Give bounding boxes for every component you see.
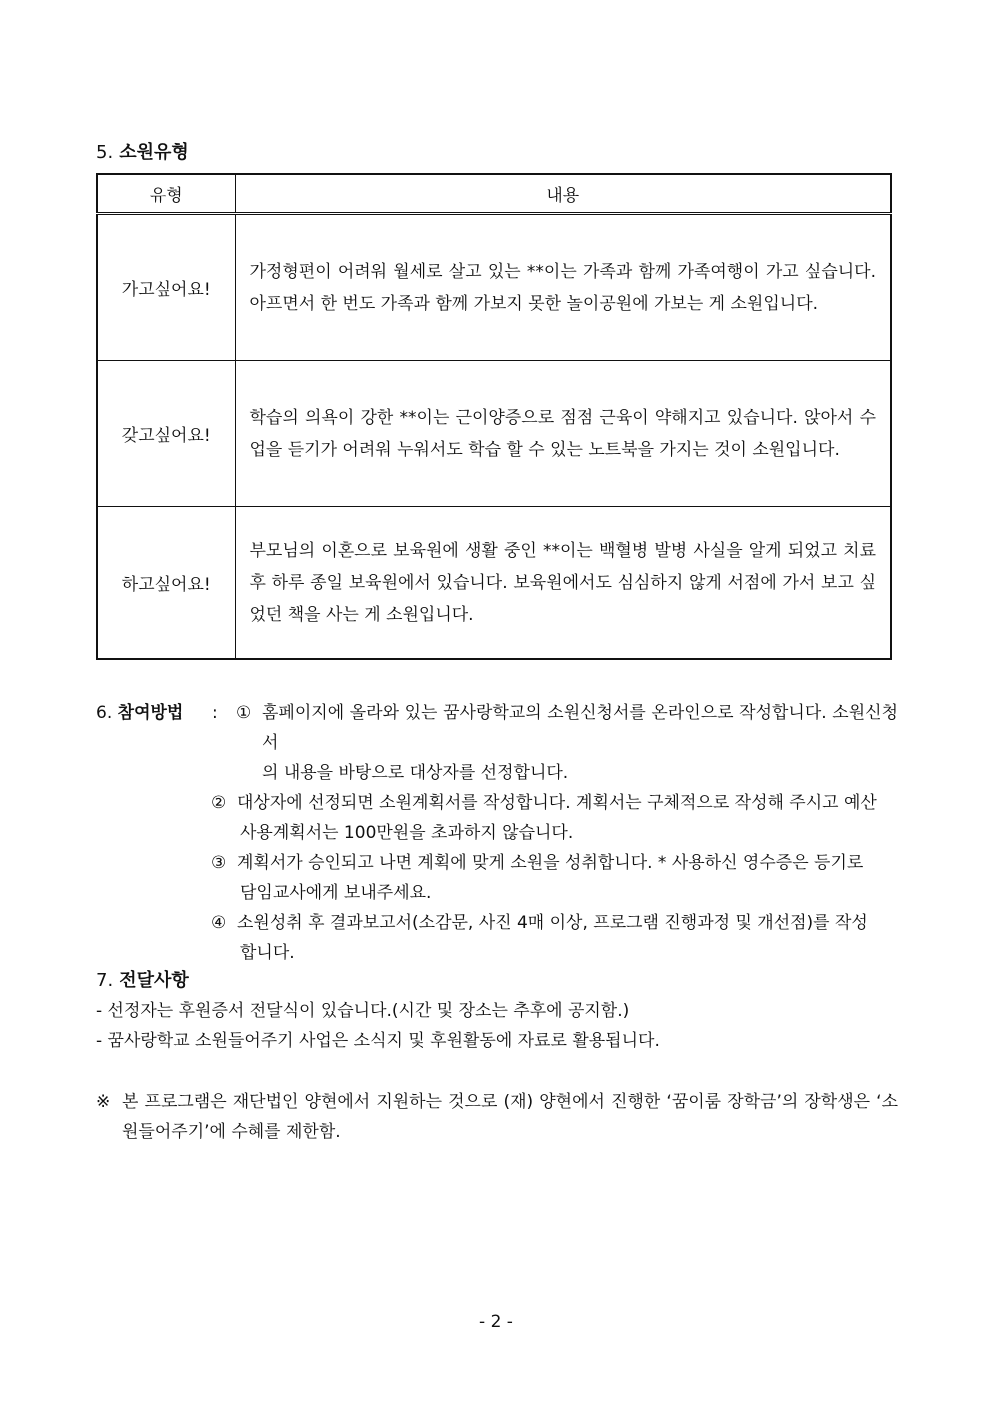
step-text: 홈페이지에 올라와 있는 꿈사랑학교의 소원신청서를 온라인으로 작성합니다. 소원신청서 <box>262 703 898 753</box>
section-7-heading <box>96 969 189 993</box>
step-continuation <box>96 758 898 788</box>
table-header-row <box>97 174 891 214</box>
step-text-line2: 합니다. <box>240 943 295 963</box>
method-step <box>96 848 898 878</box>
step-text: 소원성취 후 결과보고서(소감문, 사진 4매 이상, 프로그램 진행과정 및 개선점)를 작성 <box>237 913 868 933</box>
step-text-line2: 의 내용을 바탕으로 대상자를 선정합니다. <box>262 763 569 783</box>
table-row <box>97 214 891 361</box>
step-text-line2: 사용계획서는 100만원을 초과하지 않습니다. <box>240 823 574 843</box>
section-5-number: 5. <box>96 142 114 163</box>
step-text: 대상자에 선정되면 소원계획서를 작성합니다. 계획서는 구체적으로 작성해 주시고 예산 <box>237 793 877 813</box>
content-cell: 부모님의 이혼으로 보육원에 생활 중인 **이는 백혈병 발병 사실을 알게 되었고 치료 후 하루 종일 보육원에서 있습니다. 보육원에서도 심심하지 않게 서점에 가서 보고 싶었던 책을 사는 게 소원입니다. <box>235 507 891 660</box>
step-continuation <box>96 878 898 908</box>
wish-type-table <box>96 173 892 660</box>
section-6-colon: : <box>212 703 218 723</box>
remark-text: 본 프로그램은 재단법인 양현에서 지원하는 것으로 (재) 양현에서 진행한 ‘꿈이룸 장학금’의 장학생은 ‘소원들어주기’에 수혜를 제한함. <box>122 1092 898 1142</box>
section-5-title: 소원유형 <box>119 142 189 163</box>
remark-note <box>96 1087 898 1147</box>
content-cell: 가정형편이 어려워 월세로 살고 있는 **이는 가족과 함께 가족여행이 가고 싶습니다. 아프면서 한 번도 가족과 함께 가보지 못한 놀이공원에 가보는 게 소원입니다. <box>235 214 891 361</box>
section-6-title: 참여방법 <box>117 703 184 723</box>
header-content: 내용 <box>235 174 891 214</box>
header-type: 유형 <box>97 174 235 214</box>
step-continuation <box>96 938 898 968</box>
method-step <box>96 788 898 818</box>
section-5-heading <box>96 141 189 165</box>
step-mark: ② <box>211 793 227 813</box>
method-step <box>96 908 898 938</box>
step-mark: ① <box>236 703 252 723</box>
content-cell: 학습의 의욕이 강한 **이는 근이양증으로 점점 근육이 약해지고 있습니다. 앉아서 수업을 듣기가 어려워 누워서도 학습 할 수 있는 노트북을 가지는 것이 소원입니다. <box>235 361 891 507</box>
reference-mark-icon: ※ <box>96 1092 111 1112</box>
page-number: - 2 - <box>479 1312 513 1332</box>
section-6-number: 6. <box>96 703 113 723</box>
method-step <box>96 698 898 758</box>
notice-item: - 꿈사랑학교 소원들어주기 사업은 소식지 및 후원활동에 자료로 활용됩니다. <box>96 1031 660 1051</box>
participation-method <box>96 698 898 968</box>
table-row <box>97 507 891 660</box>
step-continuation <box>96 818 898 848</box>
step-mark: ③ <box>211 853 227 873</box>
step-text: 계획서가 승인되고 나면 계획에 맞게 소원을 성취합니다. * 사용하신 영수증은 등기로 <box>237 853 864 873</box>
notice-item: - 선정자는 후원증서 전달식이 있습니다.(시간 및 장소는 추후에 공지함.) <box>96 1001 630 1021</box>
section-6-heading <box>96 698 212 758</box>
section-7-number: 7. <box>96 970 114 991</box>
type-cell: 갖고싶어요! <box>97 361 235 507</box>
step-text-line2: 담임교사에게 보내주세요. <box>240 883 432 903</box>
section-7-title: 전달사항 <box>119 970 189 991</box>
step-mark: ④ <box>211 913 227 933</box>
type-cell: 하고싶어요! <box>97 507 235 660</box>
type-cell: 가고싶어요! <box>97 214 235 361</box>
table-row <box>97 361 891 507</box>
